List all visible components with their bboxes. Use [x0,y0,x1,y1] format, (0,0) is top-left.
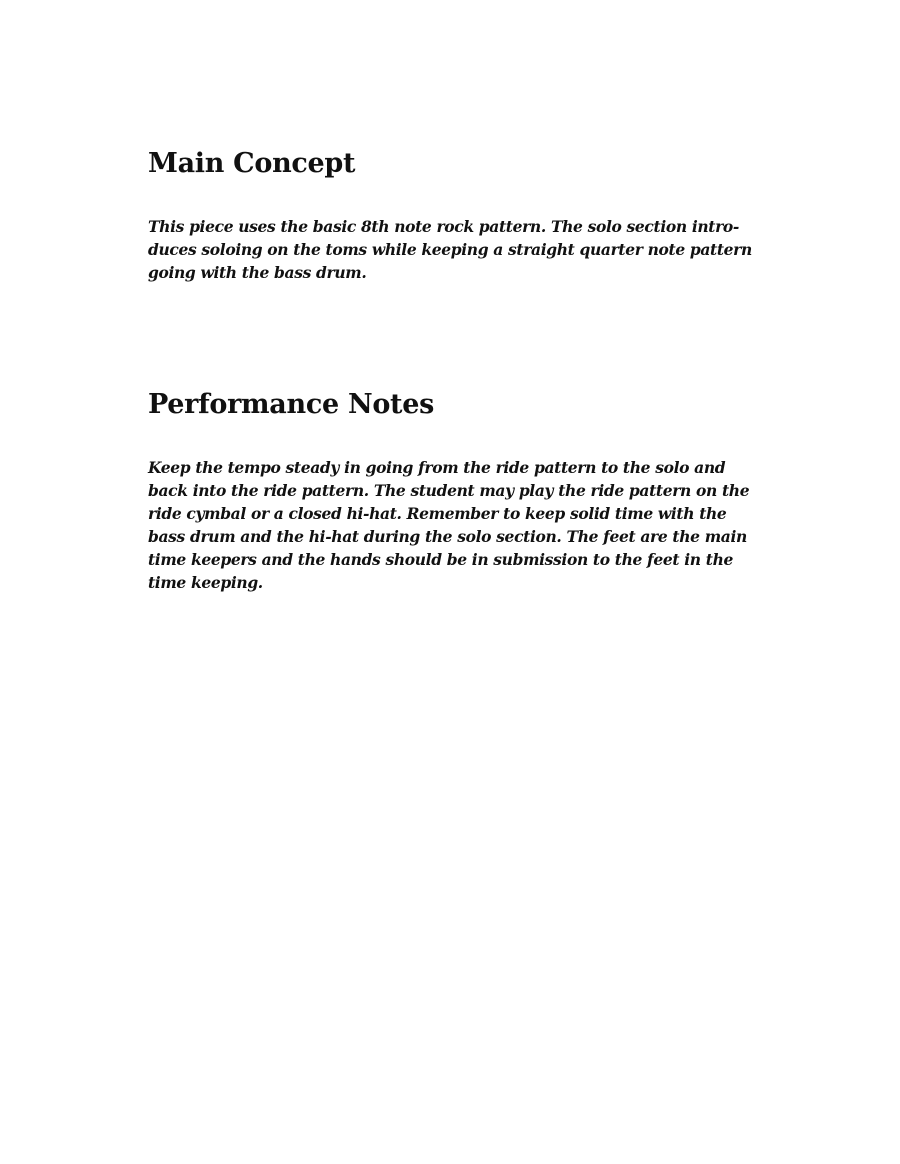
paragraph-line: time keeping. [148,573,263,592]
paragraph-line: This piece uses the basic 8th note rock pattern. The solo section intro- [148,217,739,236]
paragraph-line: ride cymbal or a closed hi-hat. Remember to keep solid time with the [148,504,727,523]
paragraph-line: bass drum and the hi-hat during the solo section. The feet are the main [148,527,747,546]
paragraph-line: Keep the tempo steady in going from the ride pattern to the solo and [148,458,726,477]
main-concept-paragraph [148,215,752,284]
paragraph-line: time keepers and the hands should be in submission to the feet in the [148,550,733,569]
paragraph-line: going with the bass drum. [148,263,367,282]
performance-notes-heading: Performance Notes [148,389,434,420]
main-concept-heading: Main Concept [148,148,356,179]
paragraph-line: back into the ride pattern. The student may play the ride pattern on the [148,481,750,500]
paragraph-line: duces soloing on the toms while keeping a straight quarter note pattern [148,240,752,259]
performance-notes-paragraph [148,456,749,594]
